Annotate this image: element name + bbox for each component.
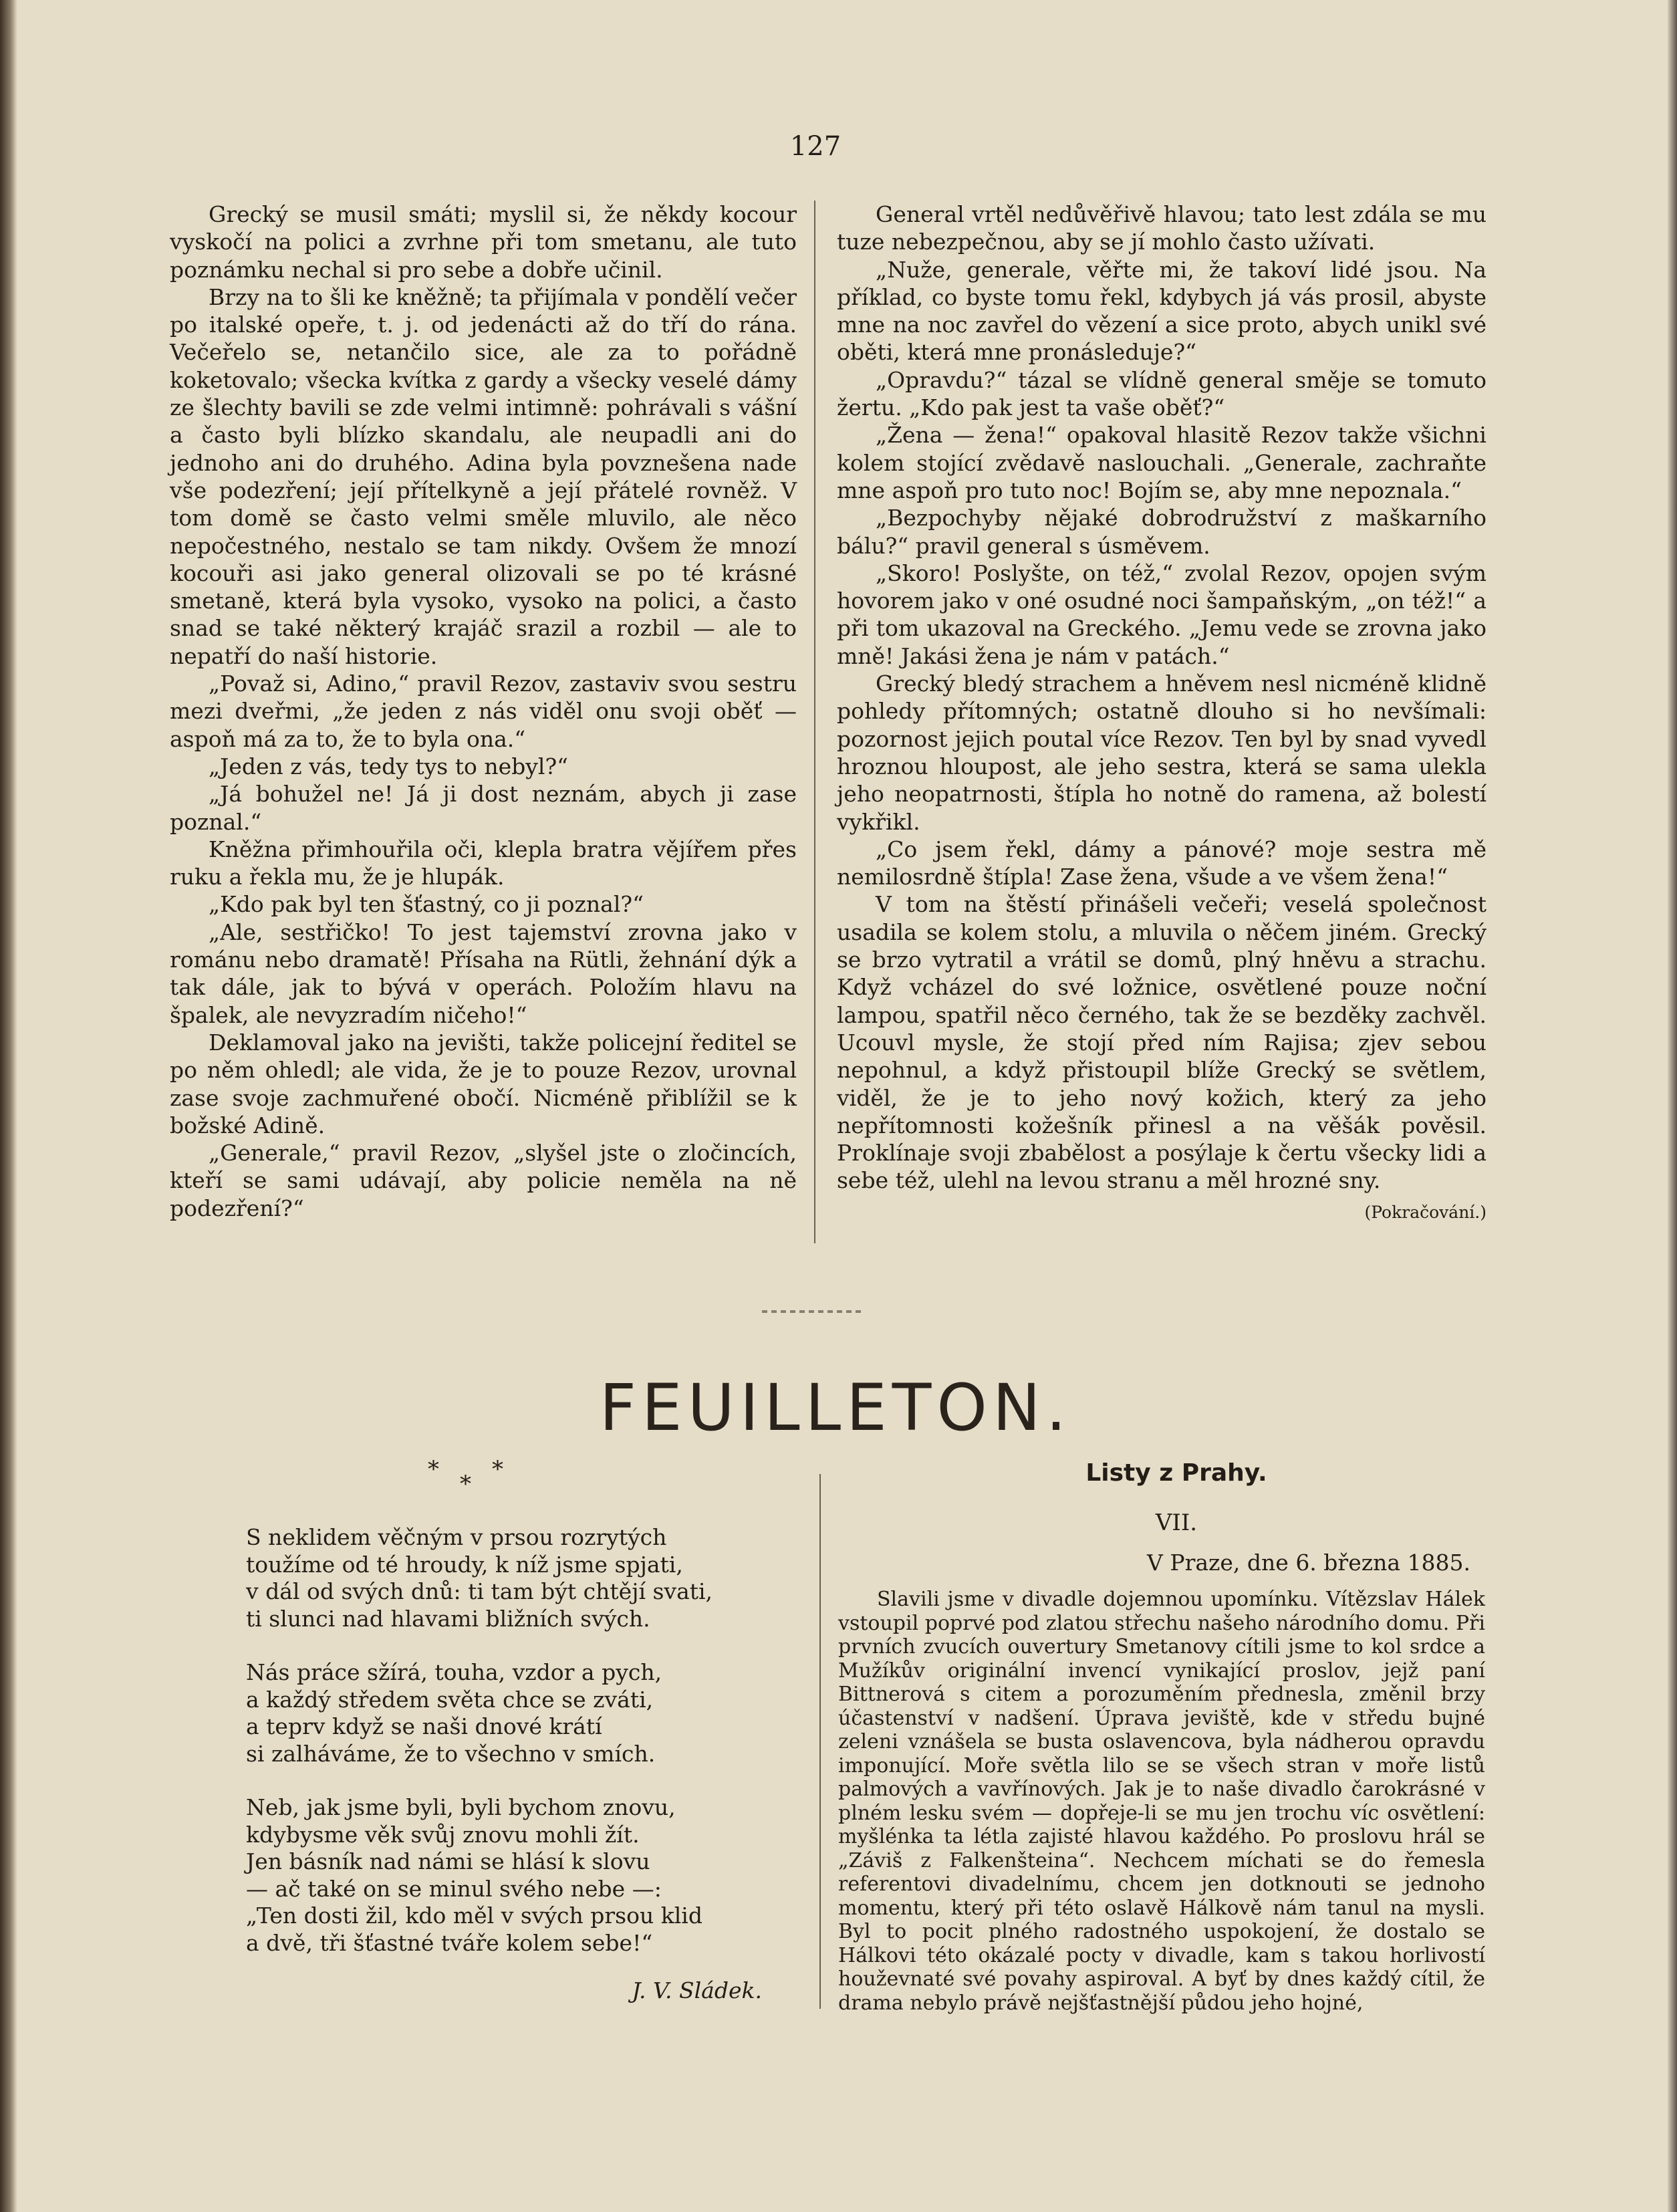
paragraph: Brzy na to šli ke kněžně; ta přijímala v pondělí večer po italské opeře, t. j. od jedenácti až do tří do rána. Večeřelo se, netančilo sice, ale za to pořádně koketovalo; všecka kvítka z gardy a všecky veselé dámy ze šlechty bavili se zde velmi intimně: pohrávali s vášní a často byli blízko skandalu, ale neupadli ani do jednoho ani do druhého. Adina byla povznešena nade vše podezření; její přítelkyně a její přátelé rovněž. V tom domě se často velmi směle mluvilo, ale něco nepočestného, nestalo se tam nikdy. Ovšem že mnozí kocouři asi jako general olizovali se po té krásné smetaně, která byla vysoko, vysoko na polici, a často snad se také některý krajáč srazil a rozbil — ale to nepatří do naší historie.: [170, 283, 797, 669]
section-separator: [762, 1310, 862, 1313]
paragraph: Slavili jsme v divadle dojemnou upomínku. Vítězslav Hálek vstoupil poprvé pod zlatou střechu našeho národního domu. Při prvních zvucích ouvertury Smetanovy cítili jsme to kol srdce a Mužíkův originální invencí vynikající proslov, jejž paní Bittnerová s citem a porozuměním přednesla, změnil brzy účastenství v nadšení. Úprava jeviště, kde v středu bujné zeleni vznášela se busta oslavencova, byla nádherou opravdu imponující. Moře světla lilo se se všech stran v moře listů palmových a vavřínových. Jak je to naše divadlo čarokrásné v plném lesku svém — dopřeje-li se mu jen trochu víc osvětlení: myšlénka ta létla zajisté hlavou každého. Po proslovu hrál se „Záviš z Falkenšteina“. Nechcem míchati se do řemesla referentovi divadelnímu, chcem jen dotknouti se jednoho momentu, který při této oslavě Hálkově nám tanul na mysli. Byl to pocit plného radostného uspokojení, že dostalo se Hálkovi této okázalé pocty v divadle, kam s takou horlivostí houževnaté své povahy aspiroval. A byť by dnes každý cítil, že drama nebylo právě nejšťastnější půdou jeho hojné,: [838, 1588, 1485, 2015]
paragraph: Deklamoval jako na jevišti, takže policejní ředitel se po něm ohledl; ale vida, že je to pouze Rezov, urovnal zase svoje zachmuřené obočí. Nicméně přiblížil se k božské Adině.: [170, 1029, 797, 1138]
paragraph: „Já bohužel ne! Já ji dost neznám, abych ji zase poznal.“: [170, 781, 797, 835]
paragraph: Grecký se musil smáti; myslil si, že někdy kocour vyskočí na polici a zvrhne při tom smetanu, ale tuto poznámku nechal si pro sebe a dobře učinil.: [170, 201, 797, 283]
poem-line: — ač také on se minul svého nebe —:: [246, 1875, 662, 1902]
poem-line: a každý středem světa chce se zváti,: [246, 1686, 654, 1713]
paragraph: „Považ si, Adino,“ pravil Rezov, zastaviv svou sestru mezi dveřmi, „že jeden z nás viděl onu svoji oběť — aspoň má za to, že to byla ona.“: [170, 670, 797, 752]
paragraph-text: V tom na štěstí přinášeli večeři; veselá společnost usadila se kolem stolu, a mluvila o něčem jiném. Grecký se brzo vytratil a vrátil se domů, plný hněvu a strachu. Když vcházel do své ložnice, osvětlené pouze noční lampou, spatřil něco černého, tak že se bezděky zachvěl. Ucouvl mysle, že stojí před ním Rajisa; zjev sebou nepohnul, a když přistoupil blíže Grecký se světlem, viděl, že je to jeho nový kožich, který za jeho nepřítomnosti kožešník přinesl a na věšák pověsil. Proklínaje svoji zbabělost a posýlaje k čertu všecky lidi a sebe též, ulehl na levou stranu a měl hrozné sny.: [837, 891, 1487, 1194]
poem-line: toužíme od té hroudy, k níž jsme spjati,: [246, 1551, 683, 1578]
poem: [246, 1524, 767, 1983]
paragraph: „Ale, sestřičko! To jest tajemství zrovna jako v románu nebo dramatě! Přísaha na Rütli, žehnání dýk a tak dále, jak to bývá v operách. Položím hlavu na špalek, ale nevyzradím ničeho!“: [170, 918, 797, 1028]
paragraph: „Co jsem řekl, dámy a pánové? moje sestra mě nemilosrdně štípla! Zase žena, všude a ve všem žena!“: [837, 836, 1487, 890]
paragraph: Kněžna přimhouřila oči, klepla bratra vějířem přes ruku a řekla mu, že je hlupák.: [170, 836, 797, 890]
poem-stanza: [246, 1524, 767, 1632]
page-number: 127: [789, 131, 842, 162]
paragraph: „Žena — žena!“ opakoval hlasitě Rezov takže všichni kolem stojící zvědavě naslouchali. „Generale, zachraňte mne aspoň pro tuto noc! Bojím se, aby mne nepoznala.“: [837, 422, 1487, 503]
asterisk: *: [460, 1471, 471, 1497]
poem-stanza: [246, 1794, 767, 1957]
poem-line: Nás práce sžírá, touha, vzdor a pych,: [246, 1659, 662, 1685]
continuation-note: (Pokračování.): [1364, 1202, 1487, 1222]
poem-line: si zalháváme, že to všechno v smích.: [246, 1740, 656, 1767]
letters-body: [838, 1588, 1485, 2015]
poem-line: Jen básník nad námi se hlásí k slovu: [246, 1848, 650, 1874]
paragraph: „Nuže, generale, věřte mi, že takoví lidé jsou. Na příklad, co byste tomu řekl, kdybych já vás prosil, abyste mne na noc zavřel do vězení a sice proto, abych unikl své oběti, která mne pronásleduje?“: [837, 256, 1487, 366]
scan-edge-right: [1668, 0, 1677, 2212]
poem-line: v dál od svých dnů: ti tam být chtějí svati,: [246, 1578, 713, 1604]
paragraph: „Jeden z vás, tedy tys to nebyl?“: [209, 753, 569, 779]
poem-line: a dvě, tři šťastné tváře kolem sebe!“: [246, 1929, 653, 1956]
paragraph: „Skoro! Poslyšte, on též,“ zvolal Rezov, opojen svým hovorem jako v oné osudné noci šampaňským, „on též!“ a při tom ukazoval na Greckého. „Jemu vede se zrovna jako mně! Jakási žena je nám v patách.“: [837, 560, 1487, 669]
scan-edge-left: [0, 0, 17, 2212]
letters-title: Listy z Prahy.: [1085, 1459, 1267, 1487]
paragraph: „Bezpochyby nějaké dobrodružství z maškarního bálu?“ pravil general s úsměvem.: [837, 505, 1487, 559]
poem-line: ti slunci nad hlavami bližních svých.: [246, 1605, 650, 1632]
poem-author: J. V. Sládek.: [632, 1977, 762, 2003]
letters-number: VII.: [1155, 1509, 1198, 1536]
feuilleton-title: FEUILLETON.: [599, 1370, 1072, 1445]
asterisk: *: [428, 1456, 439, 1483]
paragraph: [837, 890, 1487, 1222]
poem-asterism: [414, 1456, 521, 1496]
letters-dateline: V Praze, dne 6. března 1885.: [1147, 1550, 1470, 1576]
asterisk: *: [492, 1456, 503, 1483]
right-column: [837, 201, 1487, 1226]
poem-stanza: [246, 1659, 767, 1767]
paragraph: General vrtěl nedůvěřivě hlavou; tato lest zdála se mu tuze nebezpečnou, aby se jí mohlo často užívati.: [837, 201, 1487, 255]
poem-line: Neb, jak jsme byli, byli bychom znovu,: [246, 1794, 676, 1820]
feuilleton-column-divider: [819, 1474, 821, 2009]
poem-line: a teprv když se naši dnové krátí: [246, 1713, 602, 1739]
paragraph: Grecký bledý strachem a hněvem nesl nicméně klidně pohledy přítomných; ostatně dlouho si ho nevšímali: pozornost jejich poutal více Rezov. Ten byl by snad vyvedl hroznou hloupost, ale jeho sestra, která se sama ulekla jeho neopatrnosti, štípla ho notně do ramena, až bolestí vykřikl.: [837, 670, 1487, 835]
paragraph: „Opravdu?“ tázal se vlídně general směje se tomuto žertu. „Kdo pak jest ta vaše oběť?“: [837, 366, 1487, 421]
poem-line: S neklidem věčným v prsou rozrytých: [246, 1524, 667, 1550]
paragraph: „Generale,“ pravil Rezov, „slyšel jste o zločincích, kteří se sami udávají, aby policie neměla na ně podezření?“: [170, 1140, 797, 1221]
poem-line: kdybysme věk svůj znovu mohli žít.: [246, 1821, 640, 1848]
left-column: [170, 201, 797, 1222]
poem-line: „Ten dosti žil, kdo měl v svých prsou klid: [246, 1902, 702, 1929]
column-divider: [814, 201, 815, 1243]
paragraph: „Kdo pak byl ten šťastný, co ji poznal?“: [209, 891, 644, 918]
